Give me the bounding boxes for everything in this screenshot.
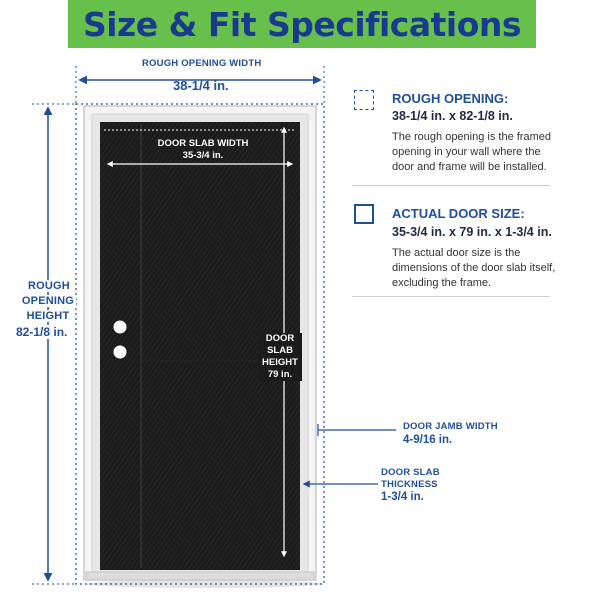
rough-height-line1: ROUGH	[28, 280, 70, 292]
threshold	[86, 572, 314, 580]
legend-actual-desc: The actual door size is the dimensions of the door slab itself, excluding the frame.	[392, 247, 556, 289]
legend-divider-2	[352, 296, 550, 297]
legend-divider-1	[352, 185, 550, 186]
rough-height-line2: OPENING	[21, 295, 75, 307]
legend-rough-desc: The rough opening is the framed opening in your wall where the door and frame will be installed.	[392, 131, 551, 173]
jamb-width-value: 4-9/16 in.	[403, 434, 453, 446]
actual-size-swatch	[354, 204, 374, 224]
rough-height-line3: HEIGHT	[24, 310, 72, 322]
lock-bore-upper	[114, 321, 127, 334]
slab-height-value: 79 in.	[258, 369, 302, 381]
legend-rough-dims: 38-1/4 in. x 82-1/8 in.	[392, 109, 513, 123]
slab-width-label: DOOR SLAB WIDTH	[157, 138, 249, 149]
thickness-line1: DOOR SLAB	[381, 467, 440, 478]
legend-actual-heading: ACTUAL DOOR SIZE:	[392, 206, 525, 221]
thickness-line2: THICKNESS	[381, 479, 438, 490]
jamb-width-label: DOOR JAMB WIDTH	[403, 421, 498, 432]
legend-actual-dims: 35-3/4 in. x 79 in. x 1-3/4 in.	[392, 225, 552, 239]
legend-rough-heading: ROUGH OPENING:	[392, 91, 509, 106]
page-title: Size & Fit Specifications	[82, 4, 522, 44]
slab-height-line2: SLAB	[258, 345, 302, 357]
slab-width-value: 35-3/4 in.	[182, 150, 224, 161]
lock-bore-lower	[114, 346, 127, 359]
rough-height-value: 82-1/8 in.	[16, 325, 68, 339]
slab-height-line1: DOOR	[258, 333, 302, 345]
rough-width-label: ROUGH OPENING WIDTH	[142, 58, 262, 69]
rough-opening-swatch	[354, 90, 374, 110]
thickness-value: 1-3/4 in.	[381, 491, 424, 503]
rough-width-value: 38-1/4 in.	[173, 78, 229, 93]
slab-height-line3: HEIGHT	[258, 357, 302, 369]
